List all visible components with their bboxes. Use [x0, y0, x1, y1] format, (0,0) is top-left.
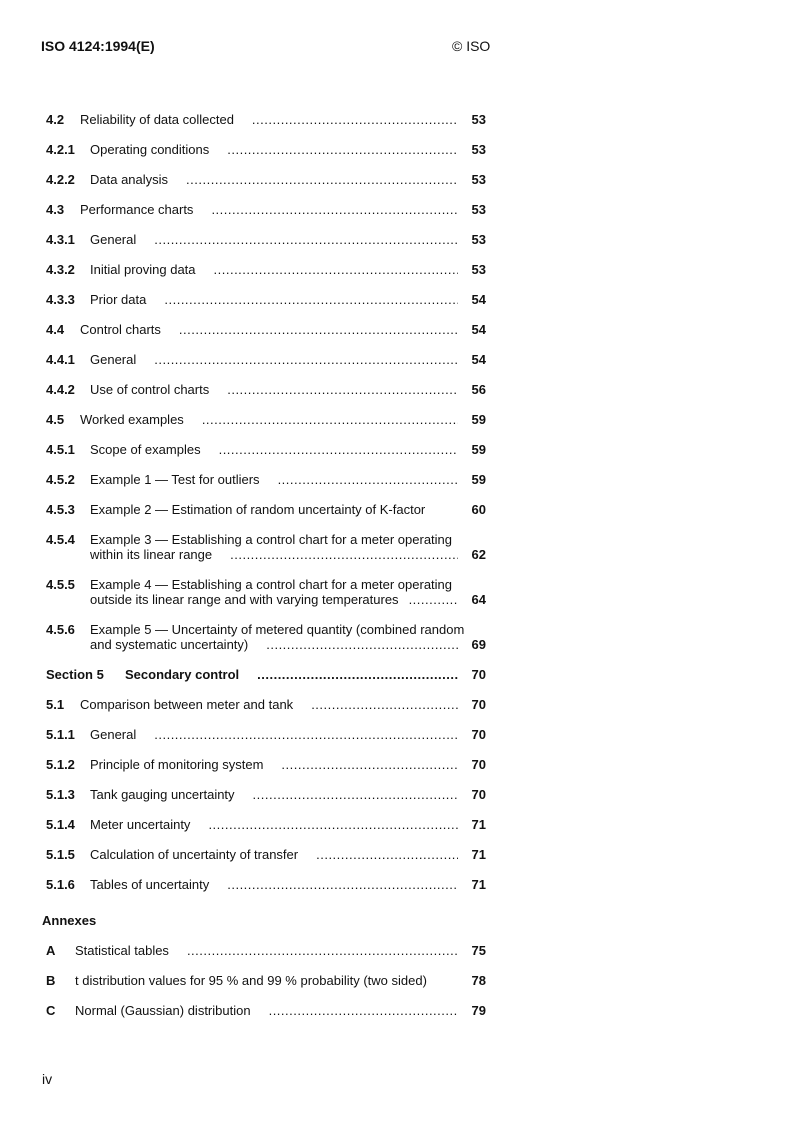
- toc-entry-number: 5.1.1: [46, 727, 75, 742]
- toc-entry-page: 70: [471, 757, 486, 772]
- toc-entry-number: 4.5.6: [46, 622, 75, 637]
- toc-entry-4-5-3[interactable]: [46, 502, 486, 517]
- toc-entry-title: Meter uncertainty: [90, 817, 191, 832]
- toc-entry-5-1-2[interactable]: [46, 757, 486, 772]
- toc-entry-title: Calculation of uncertainty of transfer: [90, 847, 299, 862]
- leader-dots: [179, 322, 458, 337]
- toc-entry-section-5[interactable]: [46, 667, 486, 682]
- toc-entry-4-5-5[interactable]: [46, 577, 486, 607]
- annex-letter: C: [46, 1003, 56, 1018]
- leader-dots: [154, 352, 458, 367]
- toc-entry-number: 4.3.2: [46, 262, 75, 277]
- toc-entry-5-1[interactable]: [46, 697, 486, 712]
- annex-page: 78: [471, 973, 486, 988]
- copyright-label: © ISO: [452, 38, 491, 54]
- toc-entry-5-1-3[interactable]: [46, 787, 486, 802]
- toc-entry-number: 4.2: [46, 112, 65, 127]
- toc-entry-page: 70: [471, 727, 486, 742]
- toc-entry-number: 5.1.4: [46, 817, 75, 832]
- toc-entry-page: 53: [471, 232, 486, 247]
- leader-dots: [252, 112, 458, 127]
- toc-entry-4-3-3[interactable]: [46, 292, 486, 307]
- toc-entry-5-1-6[interactable]: [46, 877, 486, 892]
- annexes-heading: Annexes: [42, 913, 97, 928]
- toc-entry-number: 4.3.3: [46, 292, 75, 307]
- toc-entry-title: General: [90, 232, 137, 247]
- toc-entry-number: 4.3.1: [46, 232, 75, 247]
- leader-dots: [154, 727, 458, 742]
- toc-entry-page: 64: [471, 592, 486, 607]
- toc-entry-title: Use of control charts: [90, 382, 210, 397]
- toc-entry-title: Initial proving data: [90, 262, 196, 277]
- toc-entry-number: 5.1.2: [46, 757, 75, 772]
- leader-dots: [219, 442, 458, 457]
- toc-entry-title: Principle of monitoring system: [90, 757, 264, 772]
- toc-entry-title: Operating conditions: [90, 142, 210, 157]
- annex-page: 75: [471, 943, 486, 958]
- leader-dots: [269, 1003, 458, 1018]
- toc-entry-title: Example 3 — Establishing a control chart for a meter operating: [90, 532, 453, 547]
- leader-dots: [211, 202, 458, 217]
- toc-entry-title: Tank gauging uncertainty: [90, 787, 235, 802]
- toc-entry-title: General: [90, 352, 137, 367]
- toc-entry-5-1-1[interactable]: [46, 727, 486, 742]
- annex-title: Statistical tables: [75, 943, 169, 958]
- toc-entry-title-continued: outside its linear range and with varying temperatures: [90, 592, 399, 607]
- toc-entry-4-3[interactable]: [46, 202, 486, 217]
- toc-entry-page: 60: [471, 502, 486, 517]
- annex-entry-b[interactable]: [46, 973, 486, 988]
- toc-entry-title: Prior data: [90, 292, 147, 307]
- toc-entry-title-continued: within its linear range: [90, 547, 213, 562]
- toc-entry-4-3-1[interactable]: [46, 232, 486, 247]
- toc-entry-number: 4.2.2: [46, 172, 75, 187]
- annex-title: Normal (Gaussian) distribution: [75, 1003, 251, 1018]
- toc-entry-number: 4.5.5: [46, 577, 75, 592]
- toc-entry-number: 4.5.4: [46, 532, 75, 547]
- toc-entry-number: Section 5: [46, 667, 104, 682]
- toc-entry-page: 53: [471, 262, 486, 277]
- toc-entry-number: 4.5.2: [46, 472, 75, 487]
- toc-entry-page: 59: [471, 442, 486, 457]
- toc-entry-title: Data analysis: [90, 172, 169, 187]
- toc-entry-number: 4.5.3: [46, 502, 75, 517]
- toc-entry-page: 54: [471, 352, 486, 367]
- toc-entry-number: 4.4.1: [46, 352, 75, 367]
- leader-dots: [164, 292, 458, 307]
- leader-dots: [257, 667, 458, 682]
- annex-letter: B: [46, 973, 56, 988]
- document-standard-id: ISO 4124:1994(E): [41, 38, 155, 54]
- toc-entry-title: Secondary control: [125, 667, 240, 682]
- toc-entry-page: 54: [471, 322, 486, 337]
- toc-entry-number: 5.1.5: [46, 847, 75, 862]
- toc-entry-title: Comparison between meter and tank: [80, 697, 294, 712]
- toc-entry-4-5-4[interactable]: [46, 532, 486, 562]
- toc-entry-page: 53: [471, 202, 486, 217]
- toc-entry-number: 4.4.2: [46, 382, 75, 397]
- page-number: iv: [42, 1071, 53, 1087]
- toc-entry-number: 4.3: [46, 202, 65, 217]
- toc-entry-number: 5.1.3: [46, 787, 75, 802]
- toc-entry-title: Control charts: [80, 322, 161, 337]
- leader-dots: [278, 472, 458, 487]
- leader-dots: [187, 943, 458, 958]
- toc-entry-number: 4.5.1: [46, 442, 75, 457]
- toc-entry-page: 69: [471, 637, 486, 652]
- leader-dots: [227, 877, 458, 892]
- toc-entry-title-continued: and systematic uncertainty): [90, 637, 249, 652]
- toc-entry-title: Example 1 — Test for outliers: [90, 472, 260, 487]
- toc-entry-4-4-1[interactable]: [46, 352, 486, 367]
- leader-dots: [214, 262, 458, 277]
- leader-dots: [281, 757, 458, 772]
- toc-entry-page: 59: [471, 472, 486, 487]
- annex-page: 79: [471, 1003, 486, 1018]
- toc-entry-4-4-2[interactable]: [46, 382, 486, 397]
- toc-entry-page: 71: [471, 877, 486, 892]
- toc-entry-page: 70: [471, 667, 486, 682]
- leader-dots: [230, 547, 458, 562]
- toc-entry-4-5-1[interactable]: [46, 442, 486, 457]
- leader-dots: [202, 412, 458, 427]
- toc-entry-page: 56: [471, 382, 486, 397]
- toc-entry-number: 4.2.1: [46, 142, 75, 157]
- toc-entry-4-5-2[interactable]: [46, 472, 486, 487]
- toc-entry-title: Example 2 — Estimation of random uncertainty of K-factor: [90, 502, 426, 517]
- leader-dots: [208, 817, 458, 832]
- toc-entry-number: 5.1: [46, 697, 65, 712]
- leader-dots: [154, 232, 458, 247]
- toc-entry-title: Example 5 — Uncertainty of metered quantity (combined random: [90, 622, 465, 637]
- toc-entry-number: 4.4: [46, 322, 65, 337]
- toc-entry-number: 5.1.6: [46, 877, 75, 892]
- toc-entry-page: 62: [471, 547, 486, 562]
- toc-entry-5-1-5[interactable]: [46, 847, 486, 862]
- toc-entry-title: Example 4 — Establishing a control chart for a meter operating: [90, 577, 453, 592]
- toc-entry-page: 71: [471, 817, 486, 832]
- leader-dots: [409, 592, 458, 607]
- toc-entry-page: 54: [471, 292, 486, 307]
- toc-entry-4-2-2[interactable]: [46, 172, 486, 187]
- toc-entry-page: 59: [471, 412, 486, 427]
- toc-entry-title: Scope of examples: [90, 442, 201, 457]
- toc-entry-number: 4.5: [46, 412, 65, 427]
- toc-entry-page: 53: [471, 172, 486, 187]
- annex-letter: A: [46, 943, 56, 958]
- annex-entry-c[interactable]: [46, 1003, 486, 1018]
- toc-entry-4-5-6[interactable]: [46, 622, 486, 652]
- leader-dots: [311, 697, 458, 712]
- toc-entry-4-4[interactable]: [46, 322, 486, 337]
- toc-entry-4-2-1[interactable]: [46, 142, 486, 157]
- leader-dots: [186, 172, 458, 187]
- toc-entry-4-5[interactable]: [46, 412, 486, 427]
- leader-dots: [227, 382, 458, 397]
- toc-entry-title: Worked examples: [80, 412, 184, 427]
- toc-entry-4-3-2[interactable]: [46, 262, 486, 277]
- annex-title: t distribution values for 95 % and 99 % probability (two sided): [75, 973, 427, 988]
- toc-entry-title: Performance charts: [80, 202, 194, 217]
- toc-entry-4-2[interactable]: [46, 112, 486, 127]
- toc-entry-title: Reliability of data collected: [80, 112, 234, 127]
- leader-dots: [316, 847, 458, 862]
- toc-entry-page: 70: [471, 697, 486, 712]
- toc-entry-page: 70: [471, 787, 486, 802]
- leader-dots: [266, 637, 458, 652]
- toc-entry-5-1-4[interactable]: [46, 817, 486, 832]
- toc-entry-page: 53: [471, 142, 486, 157]
- toc-entry-page: 71: [471, 847, 486, 862]
- toc-entry-title: General: [90, 727, 137, 742]
- toc-entry-page: 53: [471, 112, 486, 127]
- annex-entry-a[interactable]: [46, 943, 486, 958]
- leader-dots: [227, 142, 458, 157]
- leader-dots: [253, 787, 458, 802]
- toc-entry-title: Tables of uncertainty: [90, 877, 210, 892]
